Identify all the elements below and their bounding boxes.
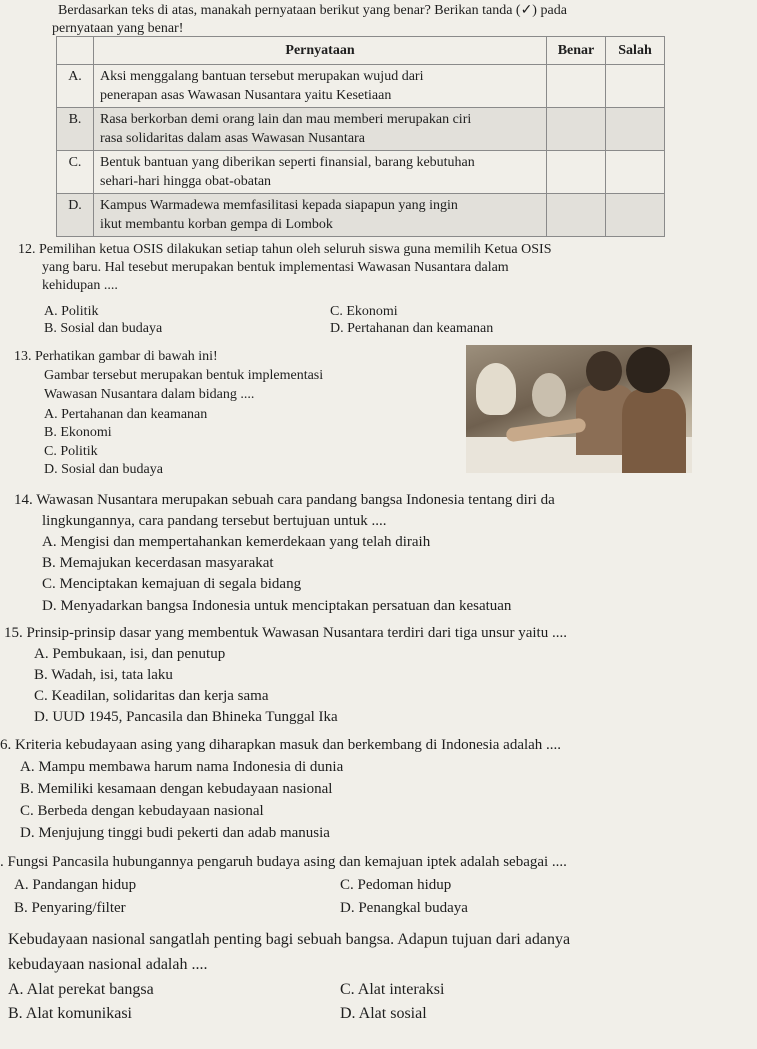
row-statement-line: Kampus Warmadewa memfasilitasi kepada siapapun yang ingin: [100, 198, 458, 213]
q14-option-a[interactable]: A. Mengisi dan mempertahankan kemerdekaan yang telah diraih: [42, 534, 431, 550]
q15-option-a[interactable]: A. Pembukaan, isi, dan penutup: [34, 646, 226, 662]
q14-option-b[interactable]: B. Memajukan kecerdasan masyarakat: [42, 555, 274, 571]
statement-table: [56, 36, 665, 237]
photo-person: [586, 351, 622, 391]
q14-line-2: lingkungannya, cara pandang tersebut bertujuan untuk ....: [42, 513, 387, 529]
table-row: [57, 194, 665, 237]
true-checkbox-cell[interactable]: [547, 151, 606, 194]
q16-line-1: 6. Kriteria kebudayaan asing yang diharapkan masuk dan berkembang di Indonesia adalah ....: [0, 737, 562, 753]
table-row: [57, 65, 665, 108]
q13-option-c[interactable]: C. Politik: [44, 444, 98, 459]
q13-line-1: 13. Perhatikan gambar di bawah ini!: [14, 349, 218, 364]
q16-option-c[interactable]: C. Berbeda dengan kebudayaan nasional: [20, 803, 264, 819]
row-statement-line: sehari-hari hingga obat-obatan: [100, 174, 272, 189]
q17-option-c[interactable]: C. Pedoman hidup: [340, 877, 452, 893]
true-checkbox-cell[interactable]: [547, 108, 606, 151]
row-statement-line: Rasa berkorban demi orang lain dan mau memberi merupakan ciri: [100, 112, 472, 127]
header-true: Benar: [547, 37, 606, 65]
q13-line-3: Wawasan Nusantara dalam bidang ....: [44, 387, 255, 402]
q12-option-c[interactable]: C. Ekonomi: [330, 304, 398, 319]
table-header-row: [57, 37, 665, 65]
q15-option-d[interactable]: D. UUD 1945, Pancasila dan Bhineka Tunggal Ika: [34, 709, 338, 725]
row-letter: B.: [57, 108, 94, 151]
instruction-line-2: pernyataan yang benar!: [52, 21, 184, 36]
q15-line-1: 15. Prinsip-prinsip dasar yang membentuk Wawasan Nusantara terdiri dari tiga unsur yaitu ....: [4, 625, 567, 641]
true-checkbox-cell[interactable]: [547, 194, 606, 237]
false-checkbox-cell[interactable]: [606, 151, 665, 194]
row-statement: [94, 194, 547, 237]
false-checkbox-cell[interactable]: [606, 194, 665, 237]
q14-option-c[interactable]: C. Menciptakan kemajuan di segala bidang: [42, 576, 302, 592]
row-letter: D.: [57, 194, 94, 237]
q17-option-b[interactable]: B. Penyaring/filter: [14, 900, 126, 916]
row-letter: C.: [57, 151, 94, 194]
q18-option-d[interactable]: D. Alat sosial: [340, 1005, 427, 1022]
row-statement-line: penerapan asas Wawasan Nusantara yaitu Kesetiaan: [100, 88, 392, 103]
q16-option-a[interactable]: A. Mampu membawa harum nama Indonesia di dunia: [20, 759, 344, 775]
q17-line-1: . Fungsi Pancasila hubungannya pengaruh budaya asing dan kemajuan iptek adalah sebagai ....: [0, 854, 567, 870]
header-empty: [57, 37, 94, 65]
students-photo: [466, 345, 692, 473]
true-checkbox-cell[interactable]: [547, 65, 606, 108]
q17-option-d[interactable]: D. Penangkal budaya: [340, 900, 468, 916]
q18-line-1: Kebudayaan nasional sangatlah penting bagi sebuah bangsa. Adapun tujuan dari adanya: [8, 931, 571, 948]
q15-option-b[interactable]: B. Wadah, isi, tata laku: [34, 667, 173, 683]
q12-option-a[interactable]: A. Politik: [44, 304, 99, 319]
q13-line-2: Gambar tersebut merupakan bentuk implementasi: [44, 368, 324, 383]
q12-line-1: 12. Pemilihan ketua OSIS dilakukan setiap tahun oleh seluruh siswa guna memilih Ketua OSIS: [18, 242, 552, 257]
header-statement: Pernyataan: [94, 37, 547, 65]
row-letter: A.: [57, 65, 94, 108]
table-row: [57, 151, 665, 194]
q18-line-2: kebudayaan nasional adalah ....: [8, 956, 208, 973]
q16-option-d[interactable]: D. Menjujung tinggi budi pekerti dan adab manusia: [20, 825, 330, 841]
row-statement: [94, 65, 547, 108]
q18-option-c[interactable]: C. Alat interaksi: [340, 981, 445, 998]
q13-option-a[interactable]: A. Pertahanan dan keamanan: [44, 407, 208, 422]
q12-option-d[interactable]: D. Pertahanan dan keamanan: [330, 321, 494, 336]
row-statement-line: rasa solidaritas dalam asas Wawasan Nusantara: [100, 131, 365, 146]
row-statement-line: Aksi menggalang bantuan tersebut merupakan wujud dari: [100, 69, 424, 84]
row-statement: [94, 151, 547, 194]
photo-person: [476, 363, 516, 415]
table-row: [57, 108, 665, 151]
q16-option-b[interactable]: B. Memiliki kesamaan dengan kebudayaan nasional: [20, 781, 333, 797]
row-statement: [94, 108, 547, 151]
q13-option-d[interactable]: D. Sosial dan budaya: [44, 462, 163, 477]
false-checkbox-cell[interactable]: [606, 65, 665, 108]
q13-option-b[interactable]: B. Ekonomi: [44, 425, 112, 440]
q18-option-a[interactable]: A. Alat perekat bangsa: [8, 981, 154, 998]
q12-line-3: kehidupan ....: [42, 278, 118, 293]
instruction-line-1: Berdasarkan teks di atas, manakah pernyataan berikut yang benar? Berikan tanda (✓) pada: [58, 3, 567, 18]
false-checkbox-cell[interactable]: [606, 108, 665, 151]
q18-option-b[interactable]: B. Alat komunikasi: [8, 1005, 132, 1022]
photo-person: [626, 347, 670, 393]
row-statement-line: ikut membantu korban gempa di Lombok: [100, 217, 333, 232]
header-false: Salah: [606, 37, 665, 65]
photo-person: [532, 373, 566, 417]
q17-option-a[interactable]: A. Pandangan hidup: [14, 877, 137, 893]
row-statement-line: Bentuk bantuan yang diberikan seperti finansial, barang kebutuhan: [100, 155, 475, 170]
q15-option-c[interactable]: C. Keadilan, solidaritas dan kerja sama: [34, 688, 269, 704]
photo-person: [622, 389, 686, 473]
q14-line-1: 14. Wawasan Nusantara merupakan sebuah cara pandang bangsa Indonesia tentang diri da: [14, 492, 555, 508]
q12-line-2: yang baru. Hal tesebut merupakan bentuk implementasi Wawasan Nusantara dalam: [42, 260, 509, 275]
q12-option-b[interactable]: B. Sosial dan budaya: [44, 321, 163, 336]
q14-option-d[interactable]: D. Menyadarkan bangsa Indonesia untuk menciptakan persatuan dan kesatuan: [42, 598, 512, 614]
